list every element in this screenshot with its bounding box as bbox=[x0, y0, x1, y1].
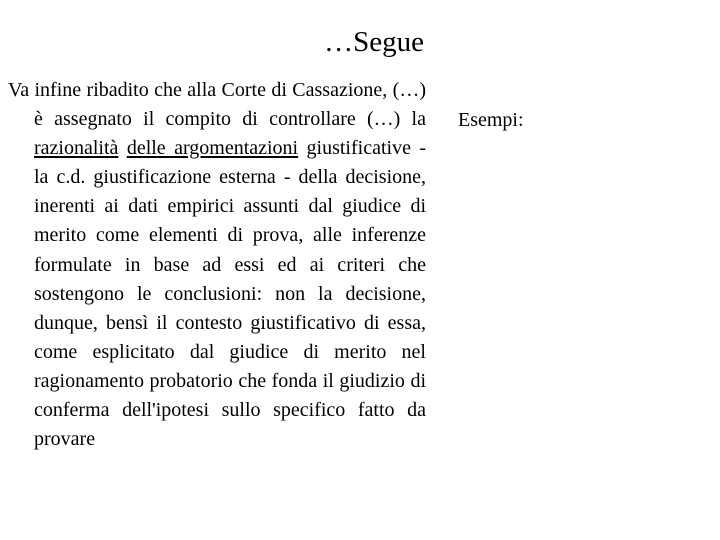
paragraph-space bbox=[118, 137, 126, 159]
underlined-delle-argomentazioni: delle argomentazioni bbox=[126, 137, 299, 160]
paragraph-text-2: giustificative - la c.d. giustificazione esterna - della decisione, inerenti ai dati empirici assunti dal giudice di merito come elementi di prova, alle inferenze formulate in base ad essi ed ai criteri che sostengono le conclusioni: non la decisione, dunque, bensì il contesto giustificativo di essa, come esplicitato dal giudice di merito nel ragionamento probatorio che fonda il giudizio di conferma dell'ipotesi sullo specifico fatto da provare bbox=[34, 137, 427, 451]
body-paragraph bbox=[8, 76, 426, 454]
underlined-razionalita: razionalità bbox=[34, 137, 119, 160]
slide-title: …Segue bbox=[324, 26, 424, 58]
examples-label: Esempi: bbox=[458, 109, 524, 131]
paragraph-text-1: Va infine ribadito che alla Corte di Cassazione, (…) è assegnato il compito di controllare (…) la bbox=[8, 79, 426, 131]
